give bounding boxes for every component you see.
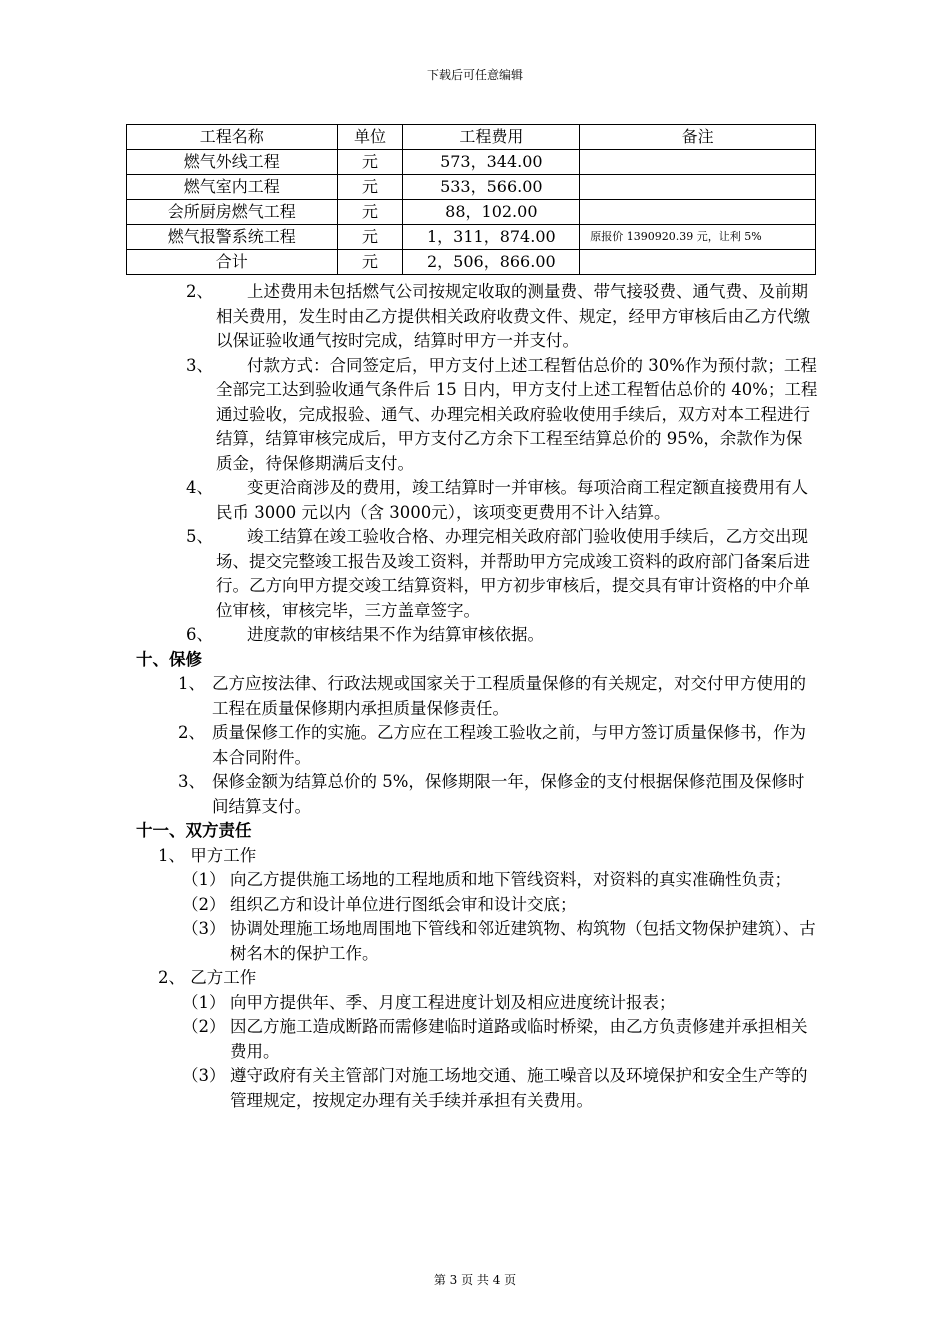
table-cell: 573，344.00 bbox=[403, 150, 580, 175]
party-a-item bbox=[182, 917, 818, 966]
col-header: 备注 bbox=[580, 125, 816, 150]
payment-item bbox=[186, 476, 818, 525]
item-text: 组织乙方和设计单位进行图纸会审和设计交底； bbox=[230, 894, 577, 914]
table-cell: 元 bbox=[337, 225, 403, 250]
item-text: 协调处理施工场地周围地下管线和邻近建筑物、构筑物（包括文物保护建筑）、古树名木的保护工作。 bbox=[230, 919, 816, 963]
item-text: 上述费用未包括燃气公司按规定收取的测量费、带气接驳费、通气费、及前期相关费用，发生时由乙方提供相关政府收费文件、规定，经甲方审核后由乙方代缴以保证验收通气按时完成，结算时甲方一并支付。 bbox=[216, 282, 810, 350]
party-a-item bbox=[182, 893, 818, 918]
party-a-heading: 1、 甲方工作 bbox=[158, 845, 257, 865]
table-cell bbox=[580, 250, 816, 275]
table-cell bbox=[580, 150, 816, 175]
party-b-item bbox=[182, 1064, 818, 1113]
item-number: （1） bbox=[182, 992, 226, 1012]
item-number: 4、 bbox=[186, 478, 213, 497]
table-row bbox=[127, 150, 816, 175]
item-number: 3、 bbox=[178, 772, 205, 791]
item-number: （2） bbox=[182, 894, 226, 914]
table-cell: 会所厨房燃气工程 bbox=[127, 200, 338, 225]
table-cell bbox=[580, 200, 816, 225]
table-cell: 合计 bbox=[127, 250, 338, 275]
col-header: 单位 bbox=[337, 125, 403, 150]
item-text: 遵守政府有关主管部门对施工场地交通、施工噪音以及环境保护和安全生产等的管理规定，按规定办理有关手续并承担有关费用。 bbox=[230, 1066, 808, 1110]
page-footer: 第 3 页 共 4 页 bbox=[433, 1273, 517, 1287]
table-cell bbox=[580, 175, 816, 200]
warranty-item bbox=[178, 721, 818, 770]
item-text: 竣工结算在竣工验收合格、办理完相关政府部门验收使用手续后，乙方交出现场、提交完整竣工报告及竣工资料，并帮助甲方完成竣工资料的政府部门备案后进行。乙方向甲方提交竣工结算资料，甲方初步审核后，提交具有审计资格的中介单位审核，审核完毕，三方盖章签字。 bbox=[216, 527, 810, 620]
table-row bbox=[127, 200, 816, 225]
col-header: 工程费用 bbox=[403, 125, 580, 150]
document-body bbox=[0, 280, 950, 1113]
item-text: 质量保修工作的实施。乙方应在工程竣工验收之前，与甲方签订质量保修书，作为本合同附件。 bbox=[212, 723, 806, 767]
table-cell: 元 bbox=[337, 250, 403, 275]
warranty-item bbox=[178, 672, 818, 721]
section-title-responsibilities: 十一、双方责任 bbox=[136, 821, 252, 840]
party-b-heading: 2、 乙方工作 bbox=[158, 968, 257, 987]
item-text: 进度款的审核结果不作为结算审核依据。 bbox=[247, 625, 544, 644]
item-text: 因乙方施工造成断路而需修建临时道路或临时桥梁，由乙方负责修建并承担相关费用。 bbox=[230, 1017, 808, 1061]
item-number: （1） bbox=[182, 870, 226, 889]
col-header: 工程名称 bbox=[127, 125, 338, 150]
section-title-warranty: 十、保修 bbox=[136, 649, 202, 669]
item-text: 付款方式：合同签定后，甲方支付上述工程暂估总价的 30%作为预付款；工程全部完工达到验收通气条件后 15 日内，甲方支付上述工程暂估总价的 40%；工程通过验收，完成报验、通气、办理完相关政府验收使用手续后，双方对本工程进行结算，结算审核完成后，甲方支付乙方余下工程至结算总价的 95%，余款作为保质金，待保修期满后支付。 bbox=[216, 355, 818, 473]
table-row bbox=[127, 175, 816, 200]
item-number: 1、 bbox=[178, 674, 205, 693]
table-cell: 元 bbox=[337, 150, 403, 175]
payment-item bbox=[186, 354, 818, 477]
table-cell: 2，506，866.00 bbox=[403, 250, 580, 275]
table-header-row bbox=[127, 125, 816, 150]
item-text: 变更洽商涉及的费用，竣工结算时一并审核。每项洽商工程定额直接费用有人民币 3000 元以内（含 3000元），该项变更费用不计入结算。 bbox=[216, 478, 808, 522]
item-text: 向乙方提供施工场地的工程地质和地下管线资料，对资料的真实准确性负责； bbox=[230, 870, 791, 889]
item-number: （2） bbox=[182, 1017, 226, 1036]
payment-item bbox=[186, 525, 818, 623]
payment-item bbox=[186, 623, 818, 648]
table-cell: 燃气室内工程 bbox=[127, 175, 338, 200]
cost-table bbox=[126, 124, 816, 275]
item-number: 3、 bbox=[186, 355, 213, 375]
table-cell: 燃气外线工程 bbox=[127, 150, 338, 175]
payment-item bbox=[186, 280, 818, 354]
table-cell: 88，102.00 bbox=[403, 200, 580, 225]
table-cell: 元 bbox=[337, 200, 403, 225]
item-text: 向甲方提供年、季、月度工程进度计划及相应进度统计报表； bbox=[230, 992, 676, 1012]
table-row bbox=[127, 225, 816, 250]
item-number: 5、 bbox=[186, 527, 213, 546]
item-text: 保修金额为结算总价的 5%，保修期限一年，保修金的支付根据保修范围及保修时间结算支付。 bbox=[212, 772, 805, 816]
item-text: 乙方应按法律、行政法规或国家关于工程质量保修的有关规定，对交付甲方使用的工程在质量保修期内承担质量保修责任。 bbox=[212, 674, 806, 718]
item-number: 6、 bbox=[186, 625, 213, 644]
table-cell: 原报价 1390920.39 元，让利 5% bbox=[580, 225, 816, 250]
table-cell: 燃气报警系统工程 bbox=[127, 225, 338, 250]
item-number: 2、 bbox=[178, 723, 205, 742]
table-row-total bbox=[127, 250, 816, 275]
warranty-item bbox=[178, 770, 818, 819]
item-number: 2、 bbox=[186, 282, 213, 301]
table-cell: 元 bbox=[337, 175, 403, 200]
page-header: 下载后可任意编辑 bbox=[426, 68, 523, 82]
item-number: （3） bbox=[182, 1066, 226, 1085]
item-number: （3） bbox=[182, 919, 226, 938]
table-cell: 1，311，874.00 bbox=[403, 225, 580, 250]
table-cell: 533，566.00 bbox=[403, 175, 580, 200]
party-b-item bbox=[182, 991, 818, 1016]
party-a-item bbox=[182, 868, 818, 893]
party-b-item bbox=[182, 1015, 818, 1064]
